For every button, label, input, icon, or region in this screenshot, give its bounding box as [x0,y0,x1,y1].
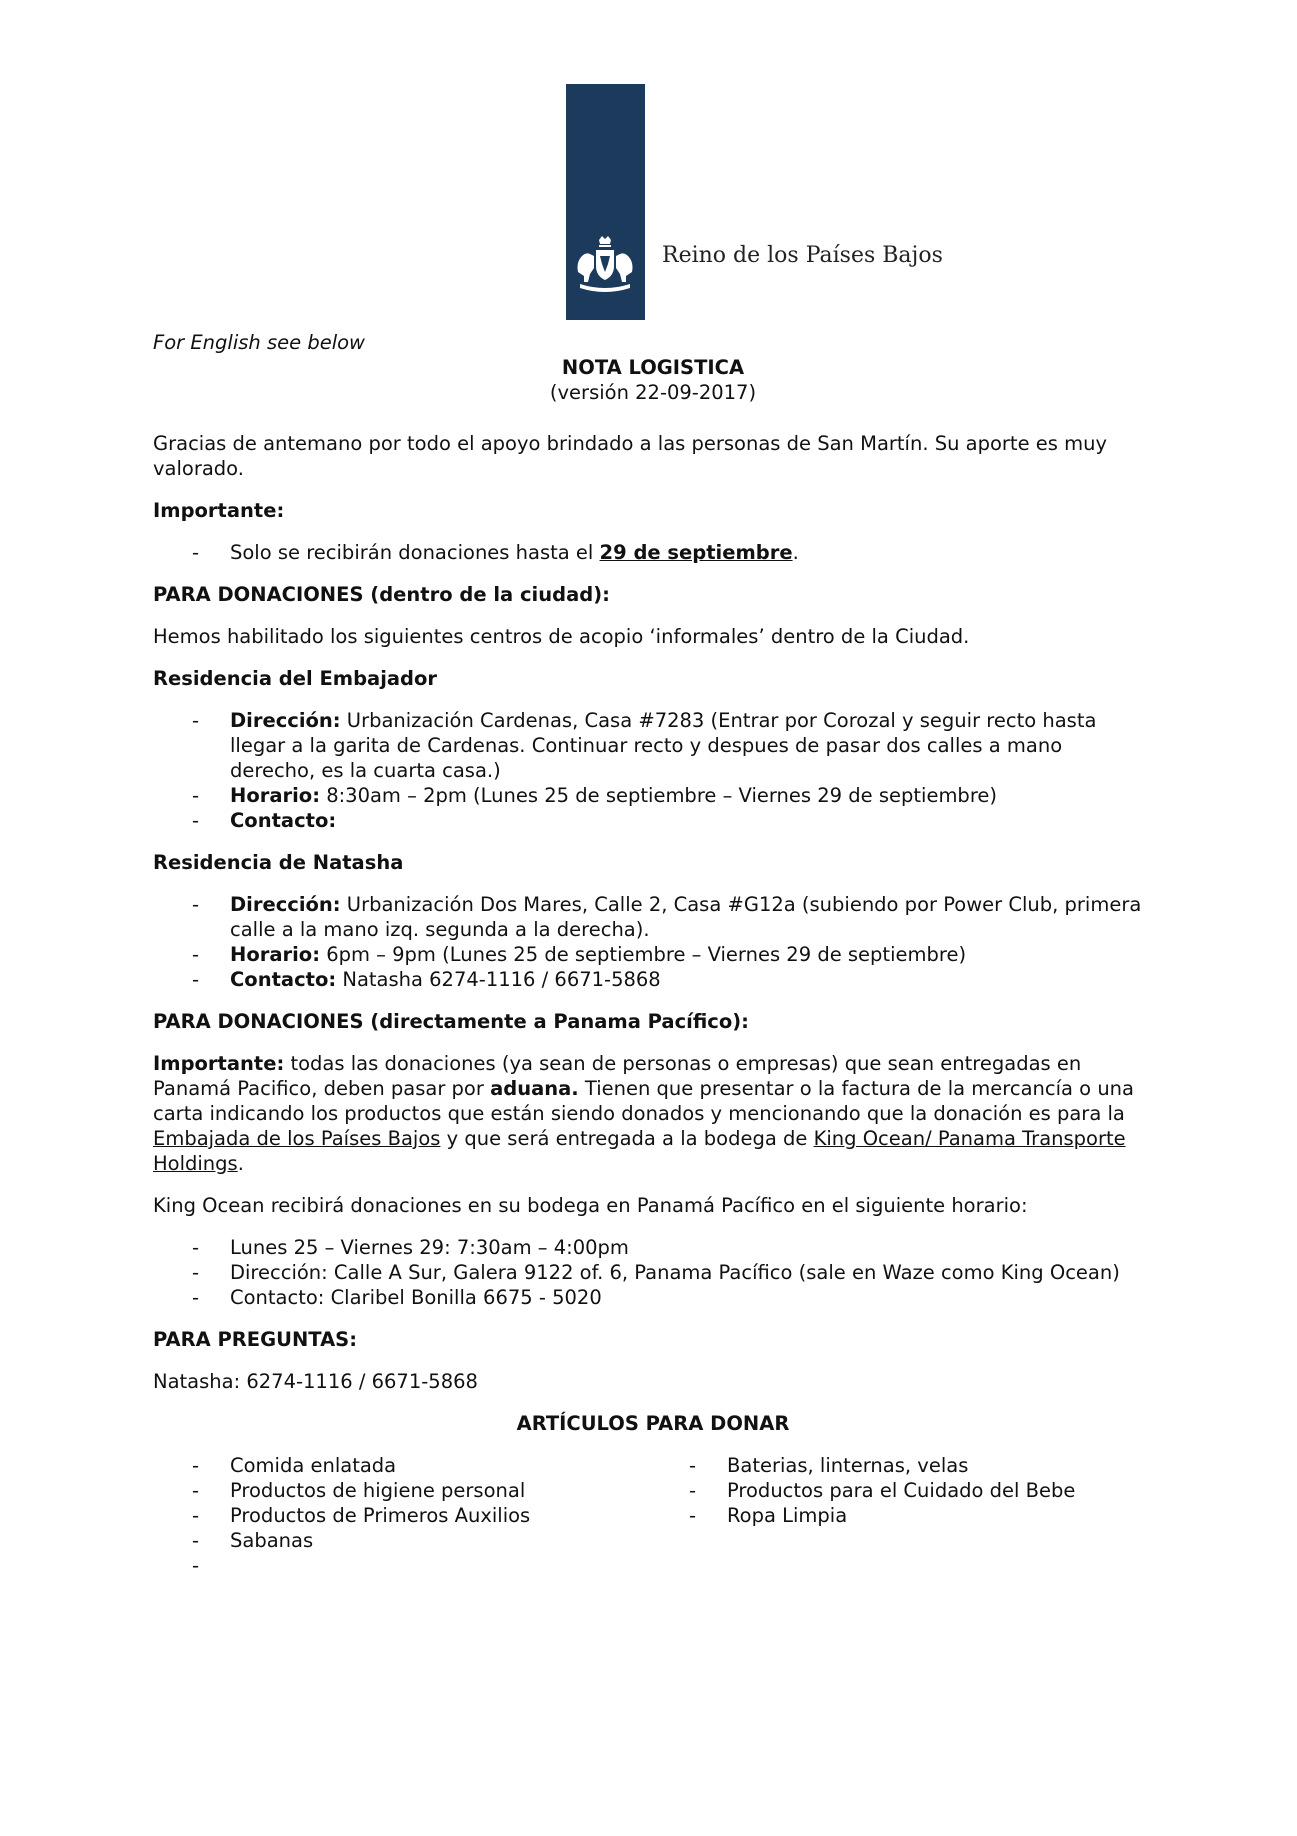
list-item: - Ropa Limpia [650,1503,1150,1528]
king-ocean-list [153,1235,1153,1310]
articles-columns [153,1453,1153,1578]
king-ocean-paragraph: King Ocean recibirá donaciones en su bodega en Panamá Pacífico en el siguiente horario: [153,1194,1028,1217]
list-item: - Horario: 6pm – 9pm (Lunes 25 de septiembre – Viernes 29 de septiembre) [153,942,1153,967]
list-item [153,1553,650,1578]
list-item: - Sabanas [153,1528,650,1553]
panama-pacifico-heading: PARA DONACIONES (directamente a Panama Pacífico): [153,1010,749,1033]
list-item: - Productos de higiene personal [153,1478,650,1503]
document-version: (versión 22-09-2017) [549,381,757,404]
list-item: - Dirección: Calle A Sur, Galera 9122 of. 6, Panama Pacífico (sale en Waze como King Ocean) [153,1260,1153,1285]
important-heading: Importante: [153,499,285,522]
list-item: - Dirección: Urbanización Cardenas, Casa #7283 (Entrar por Corozal y seguir recto hasta llegar a la garita de Cardenas. Continuar recto y despues de pasar dos calles a mano derecho, es la cuarta casa.) [153,708,1153,783]
city-donations-text: Hemos habilitado los siguientes centros de acopio ‘informales’ dentro de la Ciudad. [153,625,970,648]
list-item: - Dirección: Urbanización Dos Mares, Calle 2, Casa #G12a (subiendo por Power Club, primera calle a la mano izq. segunda a la derecha). [153,892,1153,942]
list-item: - Solo se recibirán donaciones hasta el 29 de septiembre. [153,540,1153,565]
list-item: - Contacto: Natasha 6274-1116 / 6671-5868 [153,967,1153,992]
embassy-name: Embajada de los Países Bajos [153,1127,441,1150]
government-logo-bar [566,84,645,320]
list-item: - Horario: 8:30am – 2pm (Lunes 25 de septiembre – Viernes 29 de septiembre) [153,783,1153,808]
list-item: - Contacto: [153,808,1153,833]
list-item: - Baterias, linternas, velas [650,1453,1150,1478]
list-item: - Comida enlatada [153,1453,650,1478]
list-item: - Contacto: Claribel Bonilla 6675 - 5020 [153,1285,1153,1310]
list-item: - Productos para el Cuidado del Bebe [650,1478,1150,1503]
document-body [153,330,1153,1578]
city-donations-heading: PARA DONACIONES (dentro de la ciudad): [153,583,610,606]
thanks-paragraph: Gracias de antemano por todo el apoyo brindado a las personas de San Martín. Su aporte es muy valorado. [153,432,1108,480]
articles-column-left [153,1453,650,1578]
company-name: King Ocean/ Panama Transporte Holdings [153,1127,1126,1175]
government-name: Reino de los Países Bajos [662,243,943,268]
list-item: - Productos de Primeros Auxilios [153,1503,650,1528]
natasha-residence-heading: Residencia de Natasha [153,851,404,874]
deadline-date: 29 de septiembre [599,541,793,564]
ambassador-details-list [153,708,1153,833]
articles-heading: ARTÍCULOS PARA DONAR [516,1412,790,1435]
english-note: For English see below [153,331,365,354]
ambassador-residence-heading: Residencia del Embajador [153,667,438,690]
natasha-details-list [153,892,1153,992]
list-item: - Lunes 25 – Viernes 29: 7:30am – 4:00pm [153,1235,1153,1260]
royal-coat-of-arms-icon [572,234,638,296]
document-title: NOTA LOGISTICA [561,356,745,379]
customs-paragraph: Importante: todas las donaciones (ya sean de personas o empresas) que sean entregadas en Panamá Pacifico, deben pasar por aduana. Tienen que presentar o la factura de la mercancía o una carta indicando los productos que están siendo donados y mencionando que la donación es para la Embajada de los Países Bajos y que será entregada a la bodega de King Ocean/ Panama Transporte Holdings. [153,1052,1134,1175]
important-list [153,540,1153,565]
questions-contact: Natasha: 6274-1116 / 6671-5868 [153,1370,478,1393]
articles-column-right [650,1453,1150,1578]
questions-heading: PARA PREGUNTAS: [153,1328,357,1351]
